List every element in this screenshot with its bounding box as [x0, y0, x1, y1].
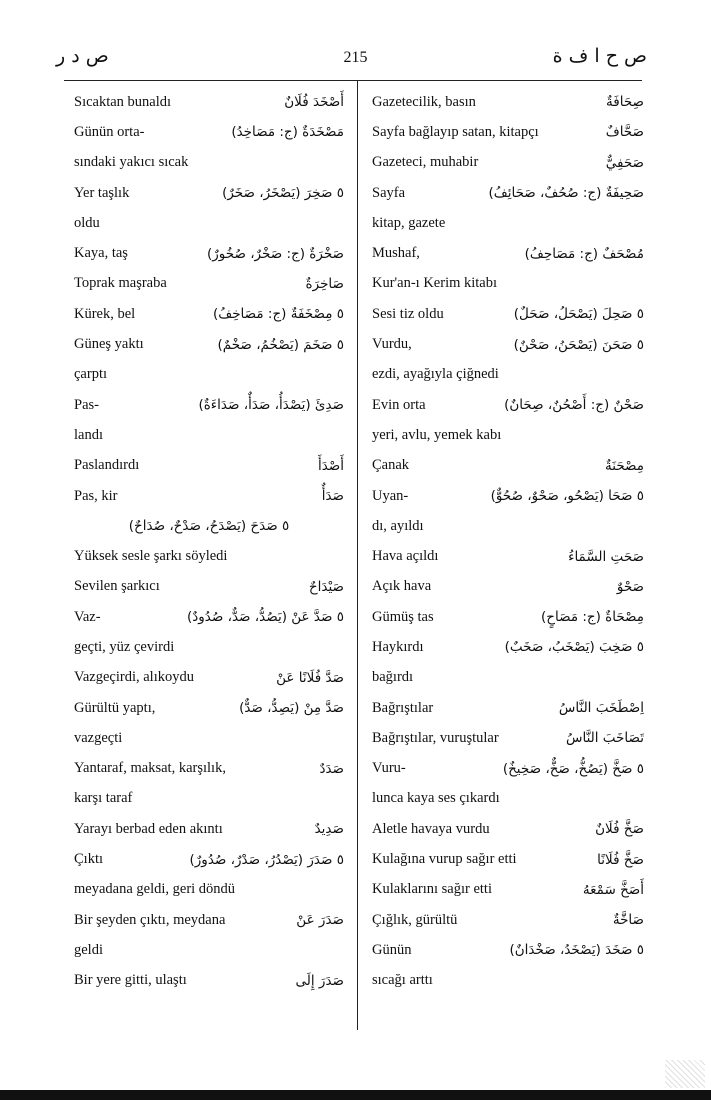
arabic-headword: ٥ صَحِلَ (يَصْحَلُ، صَحَلٌ): [513, 306, 644, 323]
dictionary-entry-line: [74, 329, 344, 359]
arabic-headword: صَدَدٌ: [319, 760, 344, 777]
dictionary-entry-line: [74, 844, 344, 874]
dictionary-entry-line: [372, 572, 644, 602]
dictionary-entry-line: [372, 238, 644, 268]
turkish-meaning: sıcağı arttı: [372, 972, 433, 989]
dictionary-entry-line: [74, 481, 344, 511]
dictionary-entry-line: [372, 632, 644, 662]
dictionary-entry-line: [74, 905, 344, 935]
arabic-headword: صَدَرَ عَنْ: [296, 912, 344, 929]
turkish-meaning: Sevilen şarkıcı: [74, 578, 160, 595]
turkish-meaning: çarptı: [74, 366, 108, 383]
turkish-meaning: Aletle havaya vurdu: [372, 820, 490, 837]
arabic-headword: ٥ صَدَحَ (يَصْدَحُ، صَدْحٌ، صُدَاحٌ): [128, 518, 290, 535]
turkish-meaning: geldi: [74, 941, 103, 958]
arabic-headword: ٥ صَحَنَ (يَصْحَنُ، صَحْنٌ): [513, 336, 644, 353]
arabic-headword: ٥ مِصْخَفَةٌ (ج: مَصَاخِفُ): [212, 306, 344, 323]
dictionary-entry-line: [372, 299, 644, 329]
turkish-meaning: Kürek, bel: [74, 305, 136, 322]
scan-noise: [665, 1060, 705, 1088]
arabic-headword: صَحِيفَةٌ (ج: صُحُفٌ، صَحَائِفُ): [488, 185, 644, 202]
turkish-meaning: Evin orta: [372, 396, 426, 413]
dictionary-entry-line: [372, 663, 644, 693]
turkish-meaning: Hava açıldı: [372, 548, 439, 565]
dictionary-entry-line: [74, 572, 344, 602]
arabic-headword: مُصْحَفٌ (ج: مَصَاحِفُ): [524, 245, 644, 262]
arabic-headword: صَحَفِيٌّ: [605, 154, 644, 171]
dictionary-entry-line: [74, 602, 344, 632]
dictionary-entry-line: [74, 299, 344, 329]
turkish-meaning: Sesi tiz oldu: [372, 305, 444, 322]
turkish-meaning: Toprak maşraba: [74, 275, 167, 292]
arabic-headword: مِصْحَاةٌ (ج: مَصَاحٍ): [541, 609, 644, 626]
arabic-headword: ٥ صَدَّ عَنْ (يَصُدُّ، صَدٌّ، صُدُودٌ): [186, 609, 344, 626]
dictionary-entry-line: [372, 723, 644, 753]
turkish-meaning: Çanak: [372, 457, 410, 474]
turkish-meaning: Yarayı berbad eden akıntı: [74, 820, 223, 837]
dictionary-entry-line: [372, 754, 644, 784]
arabic-headword: صَحَّافٌ: [605, 124, 644, 141]
turkish-meaning: ezdi, ayağıyla çiğnedi: [372, 366, 499, 383]
turkish-meaning: Yüksek sesle şarkı söyledi: [74, 548, 228, 565]
turkish-meaning: Gürültü yaptı,: [74, 699, 156, 716]
turkish-meaning: Paslandırdı: [74, 457, 140, 474]
arabic-headword: تَصَاخَبَ النَّاسُ: [565, 730, 644, 747]
arabic-headword: صَدَّ مِنْ (يَصِدُّ، صَدٌّ): [239, 700, 344, 717]
arabic-headword: صَحَتِ السَّمَاءُ: [568, 548, 644, 565]
dictionary-entry-line: [372, 693, 644, 723]
arabic-headword: ٥ صَخِبَ (يَصْخَبُ، صَخَبٌ): [504, 639, 644, 656]
turkish-meaning: Gazetecilik, basın: [372, 93, 476, 110]
dictionary-entry-line: [74, 632, 344, 662]
arabic-headword: أَصَخَّ سَمْعَهُ: [582, 881, 644, 898]
turkish-meaning: Kulağına vurup sağır etti: [372, 851, 517, 868]
turkish-meaning: Açık hava: [372, 578, 432, 595]
dictionary-entry-line: [372, 269, 644, 299]
dictionary-entry-line: [74, 966, 344, 996]
dictionary-entry-line: [74, 723, 344, 753]
dictionary-entry-line: [74, 420, 344, 450]
dictionary-entry-line: [372, 208, 644, 238]
turkish-meaning: Çığlık, gürültü: [372, 911, 458, 928]
arabic-headword: أَصْخَدَ فُلَانٌ: [284, 94, 344, 111]
arabic-headword: ٥ صَدَرَ (يَصْدُرُ، صَدْرٌ، صُدُورٌ): [189, 851, 344, 868]
dictionary-entry-line: [372, 935, 644, 965]
dictionary-entry-line: [372, 814, 644, 844]
turkish-meaning: Uyan-: [372, 487, 409, 504]
dictionary-entry-line: [372, 390, 644, 420]
turkish-meaning: Sayfa: [372, 184, 406, 201]
turkish-meaning: Çıktı: [74, 851, 104, 868]
turkish-meaning: Vazgeçirdi, alıkoydu: [74, 669, 194, 686]
arabic-headword: ٥ صَحَا (يَصْحُو، صَحْوٌ، صُحُوٌّ): [490, 488, 644, 504]
arabic-headword: مِصْحَنَةٌ: [605, 457, 644, 474]
arabic-headword: أَصْدَأَ: [317, 457, 344, 474]
dictionary-entry-line: [372, 148, 644, 178]
turkish-meaning: Kaya, taş: [74, 245, 128, 262]
turkish-meaning: Vurdu,: [372, 336, 412, 353]
dictionary-entry-line: [74, 208, 344, 238]
turkish-meaning: meyadana geldi, geri döndü: [74, 881, 236, 898]
header-left-root: ص د ر: [56, 45, 109, 67]
turkish-meaning: oldu: [74, 214, 100, 231]
arabic-headword: صَدَّ فُلَانًا عَنْ: [276, 669, 344, 686]
arabic-headword: صَخَّ فُلَانٌ: [595, 821, 644, 838]
arabic-headword: صِحَافَةٌ: [606, 94, 644, 111]
turkish-meaning: Bir yere gitti, ulaştı: [74, 972, 187, 989]
turkish-meaning: Kulaklarını sağır etti: [372, 881, 492, 898]
arabic-headword: صَاخَّةٌ: [612, 912, 644, 929]
turkish-meaning: Vuru-: [372, 760, 406, 777]
turkish-meaning: sındaki yakıcı sıcak: [74, 154, 189, 171]
arabic-headword: ٥ صَخَّ (يَصُخُّ، صَخٌّ، صَخِيخٌ): [502, 760, 644, 777]
header-right-root: ص ح ا ف ة: [552, 45, 647, 67]
turkish-meaning: vazgeçti: [74, 729, 123, 746]
dictionary-entry-line: [74, 663, 344, 693]
turkish-meaning: Sıcaktan bunaldı: [74, 93, 172, 110]
dictionary-entry-line: [372, 420, 644, 450]
dictionary-entry-line: [74, 178, 344, 208]
turkish-meaning: dı, ayıldı: [372, 517, 424, 534]
column-divider: [357, 80, 358, 1030]
dictionary-entry-line: [372, 87, 644, 117]
dictionary-entry-line: [74, 935, 344, 965]
arabic-headword: اِصْطَخَبَ النَّاسُ: [558, 700, 644, 717]
dictionary-entry-line: [74, 87, 344, 117]
turkish-meaning: Bağrıştılar: [372, 699, 434, 716]
header-rule: [64, 80, 642, 81]
turkish-meaning: Gazeteci, muhabir: [372, 154, 479, 171]
arabic-headword: صَاخِرَةٌ: [305, 275, 344, 292]
dictionary-entry-line: [74, 360, 344, 390]
arabic-headword: صَيْدَاحٌ: [308, 578, 344, 595]
turkish-meaning: Günün orta-: [74, 123, 145, 140]
turkish-meaning: Gümüş tas: [372, 608, 434, 625]
dictionary-entry-line: [372, 602, 644, 632]
dictionary-entry-line: [372, 541, 644, 571]
arabic-headword: صَحْوٌ: [616, 578, 644, 595]
turkish-meaning: Günün: [372, 941, 412, 958]
left-column: [74, 87, 344, 996]
arabic-headword: صَدَأٌ: [321, 488, 344, 504]
dictionary-entry-line: [74, 814, 344, 844]
arabic-headword: صَخْرَةٌ (ج: صَخْرٌ، صُخُورٌ): [206, 245, 344, 262]
dictionary-entry-line: [74, 784, 344, 814]
dictionary-entry-line: [372, 360, 644, 390]
dictionary-entry-line: [372, 451, 644, 481]
turkish-meaning: karşı taraf: [74, 790, 133, 807]
turkish-meaning: Yantaraf, maksat, karşılık,: [74, 760, 226, 777]
turkish-meaning: landı: [74, 426, 103, 443]
turkish-meaning: geçti, yüz çevirdi: [74, 638, 175, 655]
dictionary-entry-line: [372, 511, 644, 541]
dictionary-entry-line: [372, 117, 644, 147]
turkish-meaning: Haykırdı: [372, 638, 424, 655]
page-number: 215: [343, 49, 368, 66]
scan-edge: [0, 1090, 711, 1100]
dictionary-entry-line: [372, 329, 644, 359]
turkish-meaning: Sayfa bağlayıp satan, kitapçı: [372, 123, 539, 140]
dictionary-entry-line: [74, 693, 344, 723]
turkish-meaning: Pas, kir: [74, 487, 118, 504]
arabic-headword: ٥ صَخَمَ (يَصْخُمُ، صَخْمٌ): [217, 336, 344, 353]
arabic-headword: صَدِيدٌ: [314, 821, 344, 838]
turkish-meaning: Bağrıştılar, vuruştular: [372, 729, 499, 746]
turkish-meaning: Kur'an-ı Kerim kitabı: [372, 275, 498, 292]
dictionary-entry-line: [74, 541, 344, 571]
dictionary-entry-line: [74, 451, 344, 481]
turkish-meaning: Güneş yaktı: [74, 336, 144, 353]
turkish-meaning: Vaz-: [74, 608, 101, 625]
turkish-meaning: yeri, avlu, yemek kabı: [372, 426, 502, 443]
arabic-headword: ٥ صَخَدَ (يَصْخَدُ، صَخْدَانٌ): [509, 942, 644, 959]
dictionary-entry-line: [372, 784, 644, 814]
dictionary-entry-line: [74, 148, 344, 178]
turkish-meaning: lunca kaya ses çıkardı: [372, 790, 500, 807]
right-column: [372, 87, 644, 996]
dictionary-entry-line: [74, 754, 344, 784]
dictionary-entry-line: [74, 390, 344, 420]
arabic-headword: صَدِئَ (يَصْدَأُ، صَدَأٌ، صَدَاءَةٌ): [198, 397, 344, 414]
dictionary-entry-line: [74, 875, 344, 905]
dictionary-entry-line: [74, 511, 344, 541]
arabic-headword: مَصْخَدَةٌ (ج: مَصَاخِدُ): [231, 124, 344, 141]
arabic-headword: صَدَرَ إِلَى: [295, 972, 344, 989]
dictionary-entry-line: [372, 481, 644, 511]
dictionary-entry-line: [74, 269, 344, 299]
dictionary-entry-line: [372, 875, 644, 905]
dictionary-entry-line: [74, 117, 344, 147]
turkish-meaning: Bir şeyden çıktı, meydana: [74, 911, 226, 928]
arabic-headword: صَحْنٌ (ج: أَصْحُنٌ، صِحَانٌ): [504, 397, 644, 414]
dictionary-entry-line: [372, 178, 644, 208]
arabic-headword: ٥ صَخِرَ (يَصْخَرُ، صَخَرٌ): [222, 185, 344, 202]
turkish-meaning: bağırdı: [372, 669, 414, 686]
turkish-meaning: Yer taşlık: [74, 184, 130, 201]
turkish-meaning: Pas-: [74, 396, 99, 413]
dictionary-entry-line: [74, 238, 344, 268]
dictionary-entry-line: [372, 905, 644, 935]
dictionary-entry-line: [372, 966, 644, 996]
turkish-meaning: kitap, gazete: [372, 214, 446, 231]
arabic-headword: صَخَّ فُلَانًا: [597, 851, 644, 868]
turkish-meaning: Mushaf,: [372, 245, 420, 262]
dictionary-entry-line: [372, 844, 644, 874]
